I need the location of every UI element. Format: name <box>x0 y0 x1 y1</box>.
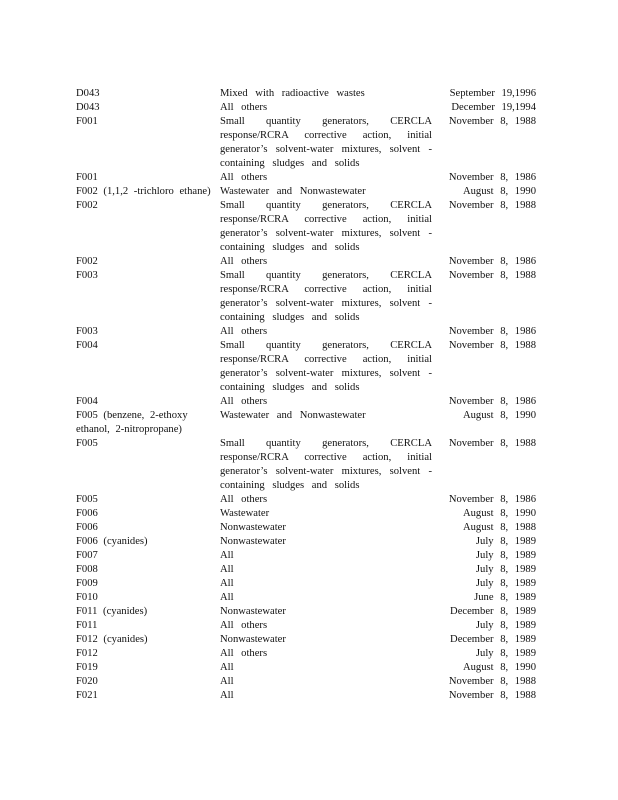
waste-code: F006 (cyanides) <box>76 536 148 547</box>
waste-description: All <box>220 592 234 603</box>
waste-code: F010 <box>76 592 98 603</box>
effective-date: November 8, 1988 <box>448 340 536 351</box>
waste-description: All others <box>220 620 268 631</box>
waste-code-table <box>76 87 536 703</box>
waste-description: All others <box>220 172 268 183</box>
waste-description: All others <box>220 326 268 337</box>
waste-code: F005 (benzene, 2-ethoxy ethanol, 2-nitropropane) <box>76 410 188 435</box>
table-row <box>76 101 536 115</box>
table-row <box>76 437 536 493</box>
effective-date: December 8, 1989 <box>450 634 536 645</box>
table-row <box>76 115 536 171</box>
effective-date: September 19,1996 <box>449 88 536 99</box>
waste-code: F011 <box>76 620 98 631</box>
effective-date: November 8, 1988 <box>448 676 536 687</box>
table-row <box>76 535 536 549</box>
effective-date: July 8, 1989 <box>475 536 536 547</box>
effective-date: November 8, 1988 <box>448 200 536 211</box>
table-row <box>76 521 536 535</box>
table-row <box>76 395 536 409</box>
waste-description: Mixed with radioactive wastes <box>220 88 365 99</box>
table-row <box>76 493 536 507</box>
waste-code: F005 <box>76 494 98 505</box>
effective-date: November 8, 1988 <box>448 690 536 701</box>
waste-code: F020 <box>76 676 98 687</box>
effective-date: December 8, 1989 <box>450 606 536 617</box>
waste-code: F004 <box>76 396 98 407</box>
waste-description: Small quantity generators, CERCLA response/RCRA corrective action, initial generator’s solvent-water mixtures, solvent - containing sludges and solids <box>220 270 432 323</box>
waste-code: F003 <box>76 270 98 281</box>
waste-description: All others <box>220 648 268 659</box>
waste-description: Small quantity generators, CERCLA response/RCRA corrective action, initial generator’s solvent-water mixtures, solvent - containing sludges and solids <box>220 438 432 491</box>
waste-code: F021 <box>76 690 98 701</box>
table-row <box>76 675 536 689</box>
table-row <box>76 577 536 591</box>
waste-code: F002 (1,1,2 -trichloro ethane) <box>76 186 211 197</box>
table-row <box>76 563 536 577</box>
waste-description: All others <box>220 256 268 267</box>
table-row <box>76 591 536 605</box>
waste-description: All <box>220 550 234 561</box>
waste-description: Small quantity generators, CERCLA response/RCRA corrective action, initial generator’s solvent-water mixtures, solvent - containing sludges and solids <box>220 200 432 253</box>
waste-description: Nonwastewater <box>220 606 286 617</box>
table-row <box>76 171 536 185</box>
effective-date: August 8, 1990 <box>462 662 536 673</box>
waste-code: F012 (cyanides) <box>76 634 148 645</box>
waste-code: F001 <box>76 172 98 183</box>
waste-code: F002 <box>76 256 98 267</box>
table-row <box>76 507 536 521</box>
waste-code: D043 <box>76 102 100 113</box>
waste-description: All others <box>220 102 268 113</box>
effective-date: November 8, 1986 <box>448 326 536 337</box>
waste-description: All <box>220 676 234 687</box>
effective-date: August 8, 1990 <box>462 410 536 421</box>
effective-date: November 8, 1986 <box>448 172 536 183</box>
table-row <box>76 549 536 563</box>
table-row <box>76 689 536 703</box>
table-row <box>76 605 536 619</box>
effective-date: August 8, 1988 <box>462 522 536 533</box>
effective-date: August 8, 1990 <box>462 186 536 197</box>
effective-date: November 8, 1986 <box>448 256 536 267</box>
effective-date: July 8, 1989 <box>475 620 536 631</box>
waste-description: All <box>220 564 234 575</box>
table-row <box>76 255 536 269</box>
waste-code: F008 <box>76 564 98 575</box>
waste-description: Small quantity generators, CERCLA response/RCRA corrective action, initial generator’s solvent-water mixtures, solvent - containing sludges and solids <box>220 340 432 393</box>
waste-description: All others <box>220 494 268 505</box>
table-row <box>76 661 536 675</box>
effective-date: July 8, 1989 <box>475 564 536 575</box>
table-row <box>76 199 536 255</box>
waste-code: F004 <box>76 340 98 351</box>
waste-code: F009 <box>76 578 98 589</box>
effective-date: November 8, 1986 <box>448 494 536 505</box>
waste-description: Nonwastewater <box>220 536 286 547</box>
waste-description: Wastewater <box>220 508 270 519</box>
waste-code: F006 <box>76 522 98 533</box>
waste-description: All <box>220 578 234 589</box>
table-row <box>76 185 536 199</box>
waste-description: Wastewater and Nonwastewater <box>220 186 366 197</box>
table-row <box>76 87 536 101</box>
effective-date: July 8, 1989 <box>475 550 536 561</box>
effective-date: November 8, 1988 <box>448 438 536 449</box>
waste-description: All others <box>220 396 268 407</box>
waste-code: F006 <box>76 508 98 519</box>
waste-code: D043 <box>76 88 100 99</box>
waste-description: Nonwastewater <box>220 522 286 533</box>
effective-date: June 8, 1989 <box>474 592 536 603</box>
table-row <box>76 647 536 661</box>
waste-code: F005 <box>76 438 98 449</box>
waste-description: Nonwastewater <box>220 634 286 645</box>
table-row <box>76 633 536 647</box>
effective-date: December 19,1994 <box>451 102 536 113</box>
table-row <box>76 269 536 325</box>
waste-description: Wastewater and Nonwastewater <box>220 410 366 421</box>
effective-date: November 8, 1986 <box>448 396 536 407</box>
waste-code: F007 <box>76 550 98 561</box>
effective-date: November 8, 1988 <box>448 270 536 281</box>
waste-description: All <box>220 662 234 673</box>
waste-code: F003 <box>76 326 98 337</box>
effective-date: August 8, 1990 <box>462 508 536 519</box>
waste-code: F001 <box>76 116 98 127</box>
table-row <box>76 409 536 437</box>
effective-date: November 8, 1988 <box>448 116 536 127</box>
waste-code: F019 <box>76 662 98 673</box>
waste-description: All <box>220 690 234 701</box>
effective-date: July 8, 1989 <box>475 648 536 659</box>
table-row <box>76 339 536 395</box>
waste-code: F002 <box>76 200 98 211</box>
table-row <box>76 325 536 339</box>
table-row <box>76 619 536 633</box>
effective-date: July 8, 1989 <box>475 578 536 589</box>
waste-description: Small quantity generators, CERCLA response/RCRA corrective action, initial generator’s solvent-water mixtures, solvent - containing sludges and solids <box>220 116 432 169</box>
waste-code: F012 <box>76 648 98 659</box>
waste-code: F011 (cyanides) <box>76 606 148 617</box>
